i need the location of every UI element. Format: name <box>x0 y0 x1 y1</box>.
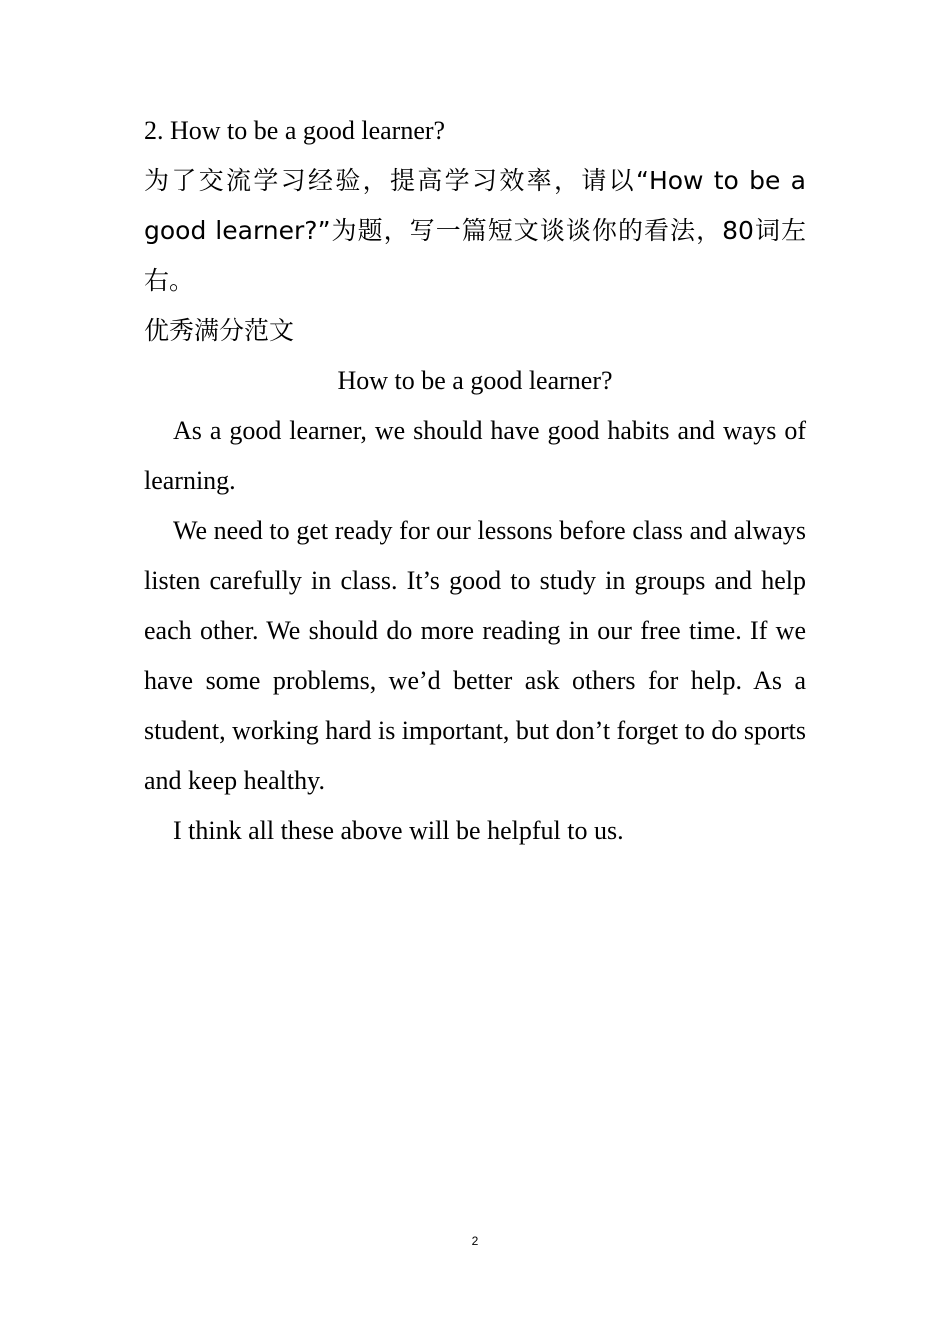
page-number: 2 <box>471 1234 479 1248</box>
essay-paragraph-2: We need to get ready for our lessons before class and always listen carefully in class. It’s good to study in groups and help each other. We should do more reading in our free time. If we have some problems, we’d better ask others for help. As a student, working hard is important, but don’t forget to do sports and keep healthy. <box>144 516 806 795</box>
question-heading: 2. How to be a good learner? <box>144 116 446 145</box>
essay-title: How to be a good learner? <box>337 366 613 395</box>
sample-essay-label: 优秀满分范文 <box>144 316 295 345</box>
writing-prompt: 为了交流学习经验，提高学习效率，请以“How to be a good learner?”为题，写一篇短文谈谈你的看法，80词左右。 <box>144 166 806 295</box>
page-content <box>144 106 806 856</box>
essay-paragraph-3: I think all these above will be helpful to us. <box>173 816 624 845</box>
essay-paragraph-1: As a good learner, we should have good habits and ways of learning. <box>144 416 806 495</box>
